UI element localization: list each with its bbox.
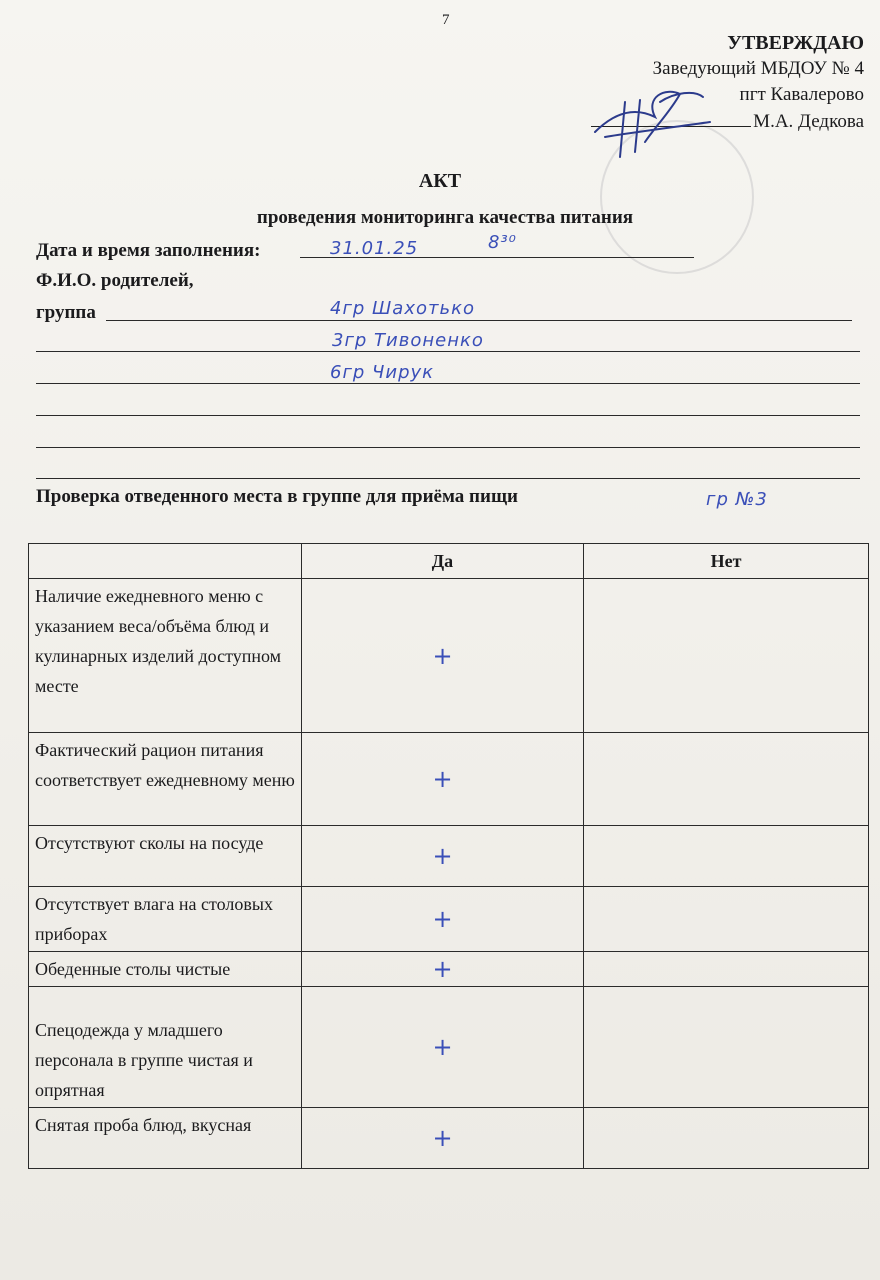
- yes-cell: [302, 887, 584, 952]
- yes-mark: +: [432, 955, 453, 983]
- check-label: Проверка отведенного места в группе для приёма пищи: [36, 486, 518, 507]
- yes-mark: +: [432, 765, 453, 793]
- time-value: 8³⁰: [488, 232, 517, 253]
- table-row: [29, 579, 869, 733]
- no-cell: [584, 987, 869, 1108]
- criterion-cell: Снятая проба блюд, вкусная: [29, 1108, 302, 1169]
- table-row: [29, 887, 869, 952]
- table-row: [29, 952, 869, 987]
- entry-line-6: [36, 458, 860, 479]
- entry-line-3: [36, 363, 860, 384]
- header-yes: Да: [302, 544, 584, 579]
- table-header-row: [29, 544, 869, 579]
- monitoring-table: [28, 543, 869, 1169]
- entry-1: 4гр Шахотько: [330, 298, 475, 319]
- no-cell: [584, 579, 869, 733]
- document-title: АКТ: [418, 170, 462, 192]
- table-row: [29, 826, 869, 887]
- date-value: 31.01.25: [330, 238, 419, 259]
- document-subtitle: проведения мониторинга качества питания: [256, 207, 634, 228]
- criterion-cell: Фактический рацион питания соответствует ежедневному меню: [29, 733, 302, 826]
- header-no: Нет: [584, 544, 869, 579]
- entry-line-5: [36, 427, 860, 448]
- entry-line-4: [36, 395, 860, 416]
- table-row: [29, 987, 869, 1108]
- yes-cell: [302, 952, 584, 987]
- group-note: гр №3: [706, 489, 768, 510]
- criterion-cell: Отсутствует влага на столовых приборах: [29, 887, 302, 952]
- parents-label: Ф.И.О. родителей,: [36, 270, 194, 291]
- approval-position: Заведующий МБДОУ № 4: [652, 58, 864, 79]
- no-cell: [584, 733, 869, 826]
- approval-name: М.А. Дедкова: [753, 111, 864, 132]
- criterion-cell: Спецодежда у младшего персонала в группе чистая и опрятная: [29, 987, 302, 1108]
- handwritten-signature: [585, 82, 715, 172]
- no-cell: [584, 826, 869, 887]
- yes-cell: [302, 1108, 584, 1169]
- table-row: [29, 1108, 869, 1169]
- no-cell: [584, 1108, 869, 1169]
- yes-mark: +: [432, 842, 453, 870]
- yes-cell: [302, 826, 584, 887]
- yes-mark: +: [432, 641, 453, 670]
- approval-heading: УТВЕРЖДАЮ: [727, 32, 864, 54]
- entry-3: 6гр Чирук: [330, 362, 435, 383]
- yes-mark: +: [432, 905, 453, 933]
- group-label: группа: [36, 302, 96, 323]
- yes-mark: +: [432, 1033, 453, 1061]
- entry-line-1: [106, 300, 852, 321]
- no-cell: [584, 952, 869, 987]
- criterion-cell: Наличие ежедневного меню с указанием веса/объёма блюд и кулинарных изделий доступном месте: [29, 579, 302, 733]
- entry-2: 3гр Тивоненко: [332, 330, 484, 351]
- approval-location: пгт Кавалерово: [739, 84, 864, 105]
- header-criterion: [29, 544, 302, 579]
- criterion-cell: Обеденные столы чистые: [29, 952, 302, 987]
- yes-cell: [302, 733, 584, 826]
- criterion-cell: Отсутствуют сколы на посуде: [29, 826, 302, 887]
- yes-cell: [302, 987, 584, 1108]
- page-number: 7: [442, 12, 450, 28]
- table-row: [29, 733, 869, 826]
- no-cell: [584, 887, 869, 952]
- yes-mark: +: [432, 1124, 453, 1152]
- yes-cell: [302, 579, 584, 733]
- date-label: Дата и время заполнения:: [36, 240, 261, 261]
